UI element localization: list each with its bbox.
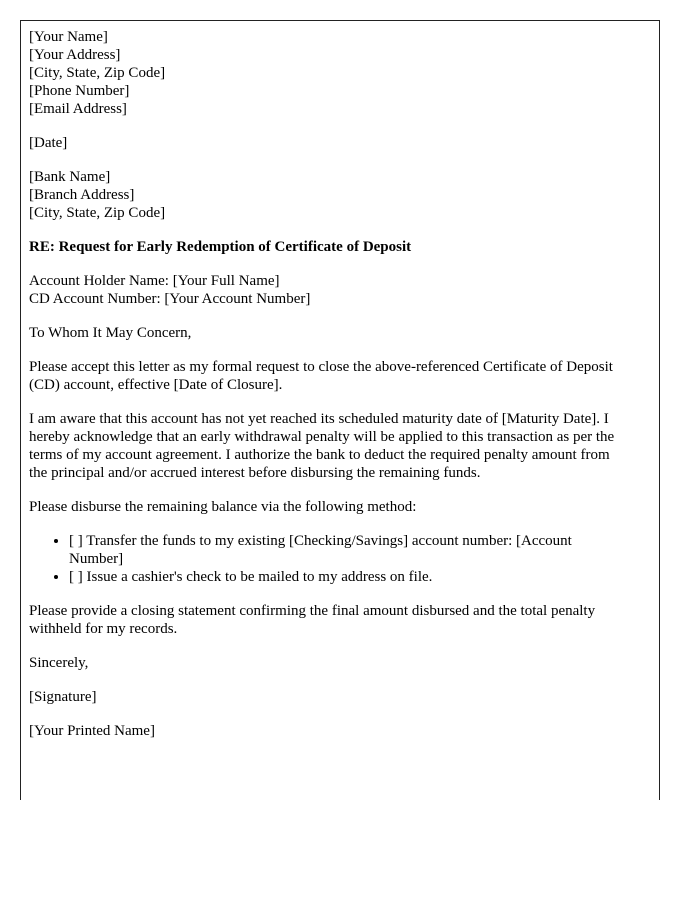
body-paragraph-1: Please accept this letter as my formal request to close the above-referenced Certificate of Deposit (CD) account, effective [Date of Closure]. <box>29 359 613 393</box>
letter-content <box>29 28 619 756</box>
subject-block <box>29 238 619 256</box>
salutation: To Whom It May Concern, <box>29 325 192 341</box>
body-paragraph-3: Please disburse the remaining balance via the following method: <box>29 499 417 515</box>
closing: Sincerely, <box>29 655 89 671</box>
bank-name: [Bank Name] <box>29 169 111 185</box>
disbursement-options <box>29 532 619 586</box>
sender-email: [Email Address] <box>29 101 127 117</box>
account-number: CD Account Number: [Your Account Number] <box>29 291 311 307</box>
disbursement-option-check: • [ ] Issue a cashier's check to be mailed to my address on file. <box>69 568 619 586</box>
sender-block <box>29 28 619 118</box>
signature-line: [Signature] <box>29 689 97 705</box>
sender-name: [Your Name] <box>29 29 108 45</box>
account-block <box>29 272 619 308</box>
account-holder-name: Account Holder Name: [Your Full Name] <box>29 273 280 289</box>
sender-city-state-zip: [City, State, Zip Code] <box>29 65 166 81</box>
sender-phone: [Phone Number] <box>29 83 130 99</box>
recipient-block <box>29 168 619 222</box>
body-paragraph-4: Please provide a closing statement confirming the final amount disbursed and the total penalty withheld for my records. <box>29 603 596 637</box>
subject-line: RE: Request for Early Redemption of Certificate of Deposit <box>29 239 412 255</box>
letter-date: [Date] <box>29 135 68 151</box>
sender-address: [Your Address] <box>29 47 121 63</box>
branch-address: [Branch Address] <box>29 187 135 203</box>
recipient-city-state-zip: [City, State, Zip Code] <box>29 205 166 221</box>
printed-name: [Your Printed Name] <box>29 723 155 739</box>
date-block <box>29 134 619 152</box>
disbursement-option-transfer: • [ ] Transfer the funds to my existing [Checking/Savings] account number: [Account Number] <box>69 532 619 568</box>
body-paragraph-2: I am aware that this account has not yet reached its scheduled maturity date of [Maturity Date]. I hereby acknowledge that an early withdrawal penalty will be applied to this transaction as per the terms of my account agreement. I authorize the bank to deduct the required penalty amount from the principal and/or accrued interest before disbursing the remaining funds. <box>29 411 615 481</box>
